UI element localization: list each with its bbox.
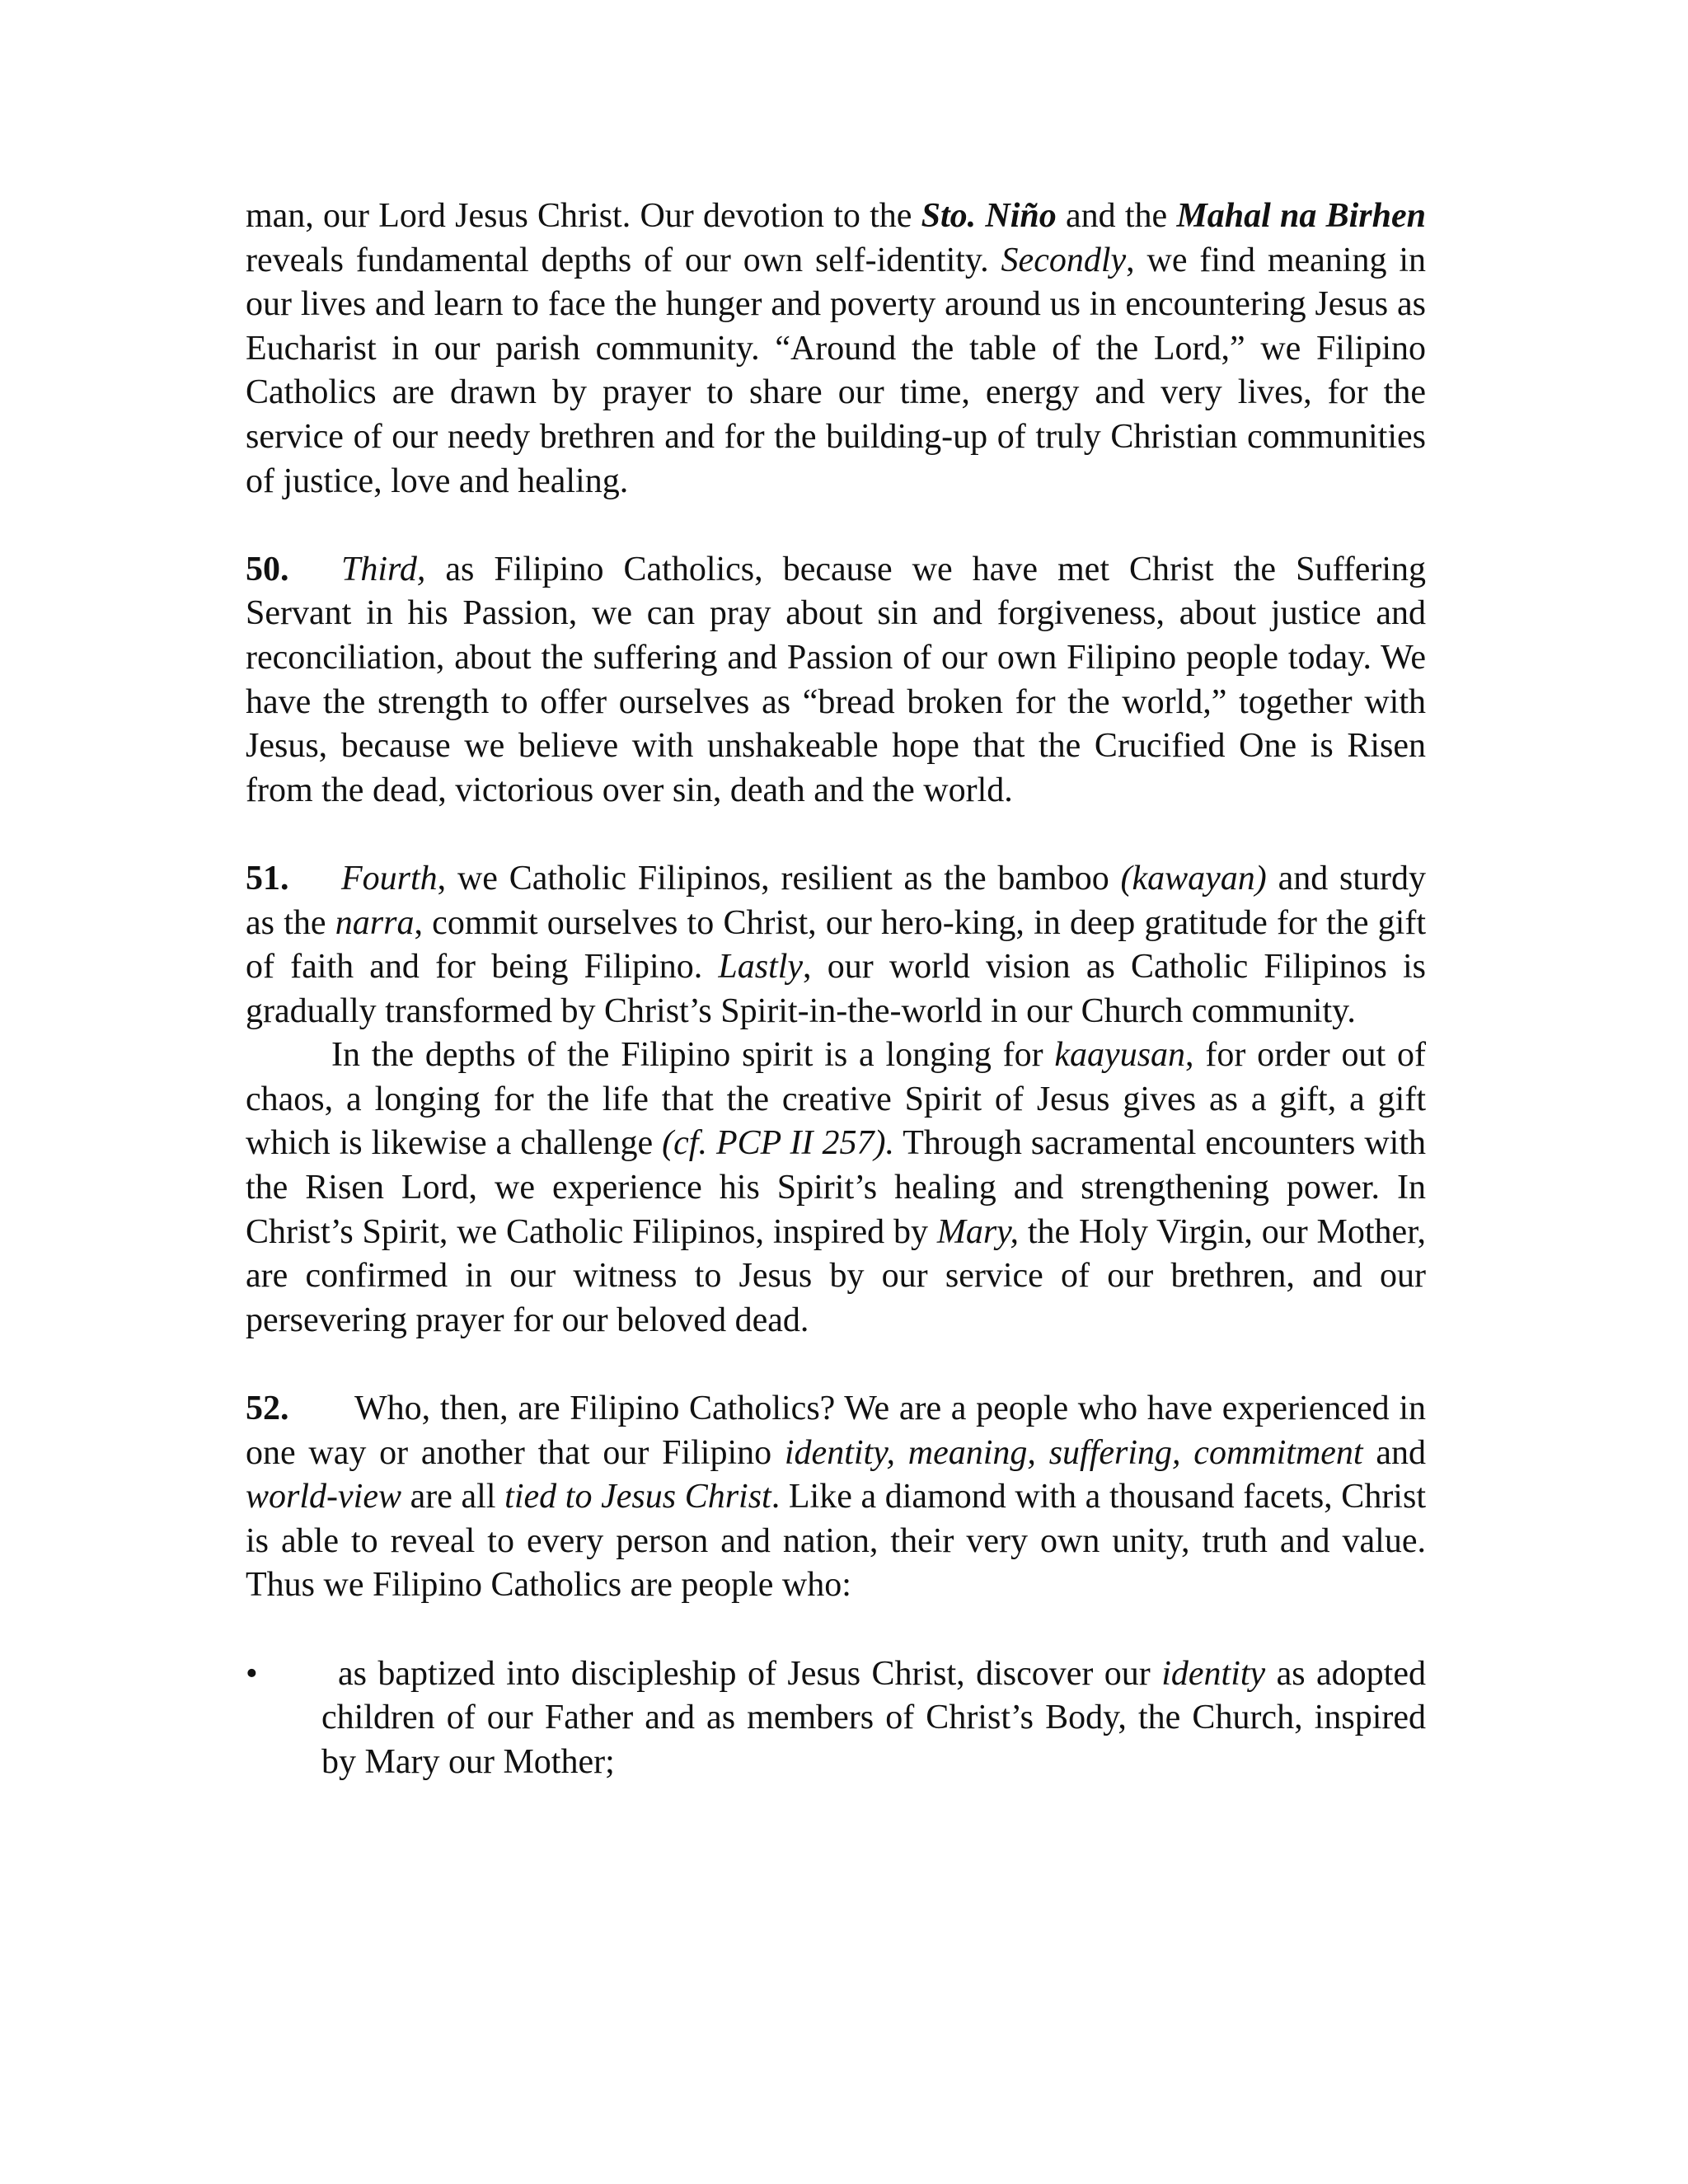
emphasis-narra: narra bbox=[335, 903, 415, 942]
paragraph-number: 50. bbox=[246, 550, 289, 588]
emphasis-citation: (cf. PCP II 257). bbox=[662, 1124, 894, 1163]
text: , we Catholic Filipinos, resilient as the bamboo bbox=[437, 859, 1121, 898]
emphasis-kaayusan: kaayusan bbox=[1054, 1036, 1186, 1075]
text: and sturdy as the bbox=[246, 859, 1426, 942]
emphasis-mary: Mary, bbox=[936, 1212, 1019, 1251]
document-page bbox=[246, 194, 1426, 1784]
paragraph-gap bbox=[246, 1608, 1426, 1652]
text: . Like a diamond with a thousand facets, Christ is able to reveal to every person and nation, their very own unity, truth and value. Thus we Filipino Catholics are people who: bbox=[246, 1478, 1426, 1605]
paragraph-number: 51. bbox=[246, 859, 289, 898]
text: reveals fundamental depths of our own self-identity. bbox=[246, 241, 1001, 279]
text: and the bbox=[1056, 197, 1177, 235]
emphasis-world-view: world-view bbox=[246, 1478, 401, 1516]
text: as adopted children of our Father and as members of Christ’s Body, the Church, inspired by Mary our Mother; bbox=[321, 1654, 1426, 1781]
paragraph-gap bbox=[246, 813, 1426, 857]
bullet-list-item bbox=[246, 1652, 1426, 1785]
emphasis-lastly: Lastly bbox=[718, 948, 804, 987]
emphasis-mahal-na-birhen: Mahal na Birhen bbox=[1176, 197, 1427, 235]
emphasis-secondly: Secondly bbox=[1001, 241, 1127, 279]
bullet-icon: • bbox=[246, 1654, 258, 1693]
text: the Holy Virgin, our Mother, are confirmed in our witness to Jesus by our service of our brethren, and our persevering prayer for our beloved dead. bbox=[246, 1212, 1427, 1339]
text: are all bbox=[401, 1478, 505, 1516]
text: as Filipino Catholics, because we have met Christ the Suffering Servant in his Passion, we can pray about sin and forgiveness, about justice and reconciliation, about the suffering and Passion of our own Filipino people today. We have the strength to offer ourselves as “bread broken for the world,” together with Jesus, because we believe with unshakeable hope that the Crucified One is Risen from the dead, victorious over sin, death and the world. bbox=[246, 550, 1426, 809]
bullet-text bbox=[321, 1652, 1426, 1785]
paragraph-intro bbox=[246, 194, 1426, 504]
text: Who, then, are Filipino Catholics? We are a people who have experienced in one way or another that our Filipino bbox=[246, 1390, 1426, 1472]
text: man, our Lord Jesus Christ. Our devotion to the bbox=[246, 197, 921, 235]
paragraph-number: 52. bbox=[246, 1390, 289, 1428]
paragraph-gap bbox=[246, 504, 1426, 548]
emphasis-tied-to-jesus: tied to Jesus Christ bbox=[504, 1478, 771, 1516]
text: , we find meaning in our lives and learn to face the hunger and poverty around us in encountering Jesus as Eucharist in our parish community. “Around the table of the Lord,” we Filipino Catholics are drawn by prayer to share our time, energy and very lives, for the service of our needy brethren and for the building-up of truly Christian communities of justice, love and healing. bbox=[246, 241, 1426, 500]
paragraph-51-continued bbox=[246, 1033, 1426, 1343]
emphasis-sto-nino: Sto. Niño bbox=[921, 197, 1057, 235]
paragraph-50 bbox=[246, 548, 1426, 813]
paragraph-gap bbox=[246, 1343, 1426, 1387]
emphasis-identity-list: identity, meaning, suffering, commitment bbox=[784, 1433, 1363, 1472]
emphasis-kawayan: (kawayan) bbox=[1120, 859, 1267, 898]
text: , for order out of chaos, a longing for the life that the creative Spirit of Jesus gives as a gift, a gift which is likewise a challenge bbox=[246, 1036, 1426, 1163]
paragraph-52 bbox=[246, 1387, 1426, 1608]
text: , our world vision as Catholic Filipinos is gradually transformed by Christ’s Spirit-in-the-world in our Church community. bbox=[246, 948, 1426, 1030]
emphasis-fourth: Fourth bbox=[341, 859, 438, 898]
text: as baptized into discipleship of Jesus Christ, discover our bbox=[338, 1654, 1162, 1693]
paragraph-51 bbox=[246, 857, 1426, 1033]
text: Through sacramental encounters with the Risen Lord, we experience his Spirit’s healing and strengthening power. In Christ’s Spirit, we Catholic Filipinos, inspired by bbox=[246, 1124, 1426, 1251]
text: and bbox=[1362, 1433, 1426, 1472]
text: In the depths of the Filipino spirit is a longing for bbox=[331, 1036, 1055, 1075]
text: , commit ourselves to Christ, our hero-king, in deep gratitude for the gift of faith and for being Filipino. bbox=[246, 903, 1427, 987]
emphasis-identity: identity bbox=[1161, 1654, 1266, 1693]
emphasis-third: Third, bbox=[341, 550, 426, 588]
